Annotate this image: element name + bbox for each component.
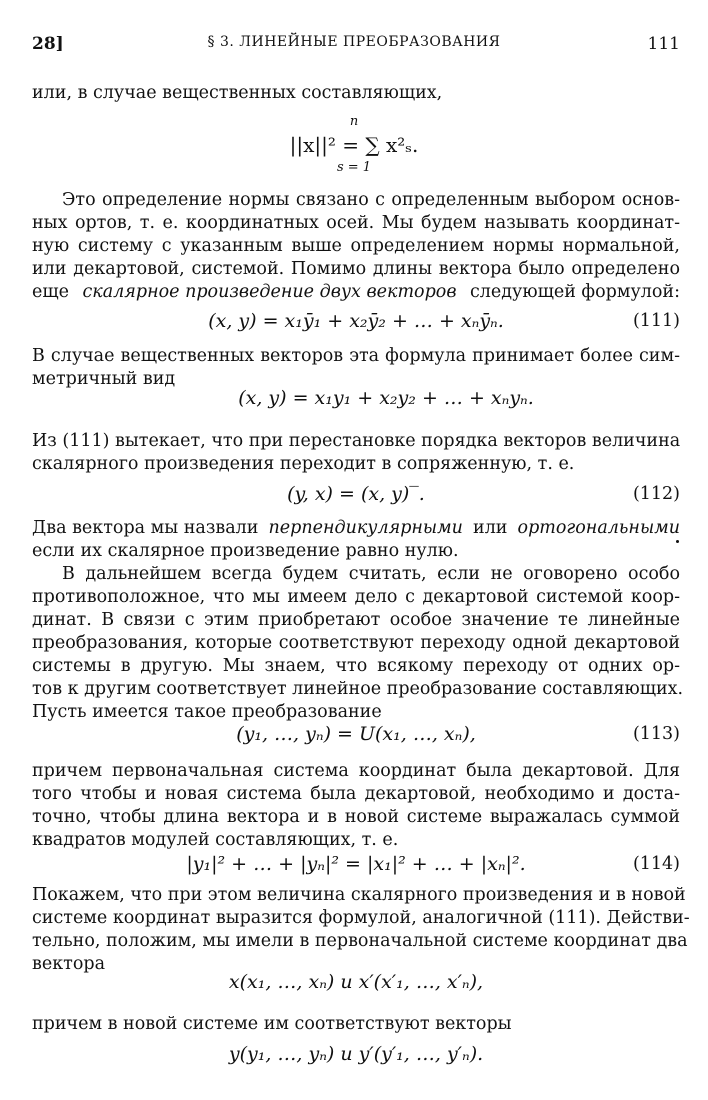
text-line	[32, 281, 680, 304]
text-line: точно, чтобы длина вектора и в новой системе выражалась суммой	[32, 807, 680, 827]
equation-number-114: (114)	[632, 854, 680, 874]
formula-text: (y₁, …, yₙ) = U(x₁, …, xₙ),	[236, 723, 476, 745]
header-page-number: 111	[647, 34, 680, 54]
italic-term: ортогональными	[517, 518, 680, 538]
text-line: В дальнейшем всегда будем считать, если не оговорено особо	[62, 564, 680, 584]
text-line: квадратов модулей составляющих, т. е.	[32, 830, 399, 850]
text-line: ных ортов, т. е. координатных осей. Мы будем называть координат-	[32, 213, 680, 233]
text-span: Два вектора мы назвали	[32, 518, 259, 538]
text-line: метричный вид	[32, 369, 176, 389]
formula-text: (x, y) = x₁y₁ + x₂y₂ + … + xₙyₙ.	[238, 387, 534, 409]
text-line: Это определение нормы связано с определенным выбором основ-	[62, 190, 680, 210]
text-line: динат. В связи с этим приобретают особое значение те линейные	[32, 610, 680, 630]
text-line: системы в другую. Мы знаем, что всякому переходу от одних ор-	[32, 656, 680, 676]
text-line: того чтобы и новая система была декартовой, необходимо и доста-	[32, 784, 680, 804]
formula-text: (y, x) = (x, y)‾.	[287, 483, 425, 505]
formula-text: x(x₁, …, xₙ) и x′(x′₁, …, x′ₙ),	[228, 971, 484, 993]
header-section-title: § 3. ЛИНЕЙНЫЕ ПРЕОБРАЗОВАНИЯ	[207, 34, 501, 50]
text-span: или	[473, 518, 508, 538]
text-span: следующей формулой:	[470, 282, 680, 302]
stray-dot	[676, 540, 679, 543]
formula-text: (x, y) = x₁ȳ₁ + x₂ȳ₂ + … + xₙȳₙ.	[208, 310, 504, 332]
text-line: Покажем, что при этом величина скалярного произведения и в новой	[32, 885, 686, 905]
text-line: вектора	[32, 954, 105, 974]
formula-111-real	[32, 386, 680, 410]
text-line: или декартовой, системой. Помимо длины вектора было определено	[32, 259, 680, 279]
italic-term: скалярное произведение двух векторов	[82, 282, 457, 302]
formula-text: |y₁|² + … + |yₙ|² = |x₁|² + … + |xₙ|².	[186, 853, 526, 875]
text-line	[32, 517, 680, 540]
text-line: скалярного произведения переходит в сопряженную, т. е.	[32, 454, 575, 474]
equation-number-112: (112)	[632, 484, 680, 504]
formula-112	[32, 482, 680, 506]
text-line: тов к другим соответствует линейное преобразование составляющих.	[32, 679, 684, 699]
text-line: причем первоначальная система координат была декартовой. Для	[32, 761, 680, 781]
text-line: причем в новой системе им соответствуют векторы	[32, 1014, 512, 1034]
header-page-ref: 28]	[32, 34, 64, 54]
formula-114	[32, 852, 680, 876]
text-line: тельно, положим, мы имели в первоначальной системе координат два	[32, 931, 688, 951]
text-span: еще	[32, 282, 69, 302]
italic-term: перпендикулярными	[268, 518, 463, 538]
text-line: противоположное, что мы имеем дело с декартовой системой коор-	[32, 587, 680, 607]
text-line: В случае вещественных векторов эта формула принимает более сим-	[32, 346, 680, 366]
text-line: или, в случае вещественных составляющих,	[32, 83, 443, 103]
text-line: ную систему с указанным выше определением нормы нормальной,	[32, 236, 680, 256]
text-line: Из (111) вытекает, что при перестановке порядка векторов величина	[32, 431, 681, 451]
formula-text: y(y₁, …, yₙ) и y′(y′₁, …, y′ₙ).	[228, 1043, 484, 1065]
text-line: Пусть имеется такое преобразование	[32, 702, 382, 722]
formula-vectors-x	[32, 970, 680, 994]
text-line: если их скалярное произведение равно нулю.	[32, 541, 459, 561]
formula-113	[32, 722, 680, 746]
equation-number-113: (113)	[632, 724, 680, 744]
formula-111	[32, 309, 680, 333]
text-line: преобразования, которые соответствуют переходу одной декартовой	[32, 633, 680, 653]
sum-lower-limit: s = 1	[336, 160, 372, 175]
norm-formula: ||x||² = ∑ x²ₛ.	[289, 133, 419, 157]
sum-upper-limit: n	[349, 114, 359, 129]
text-line: системе координат выразится формулой, аналогичной (111). Действи-	[32, 908, 690, 928]
formula-vectors-y	[32, 1042, 680, 1066]
equation-number-111: (111)	[632, 311, 680, 331]
